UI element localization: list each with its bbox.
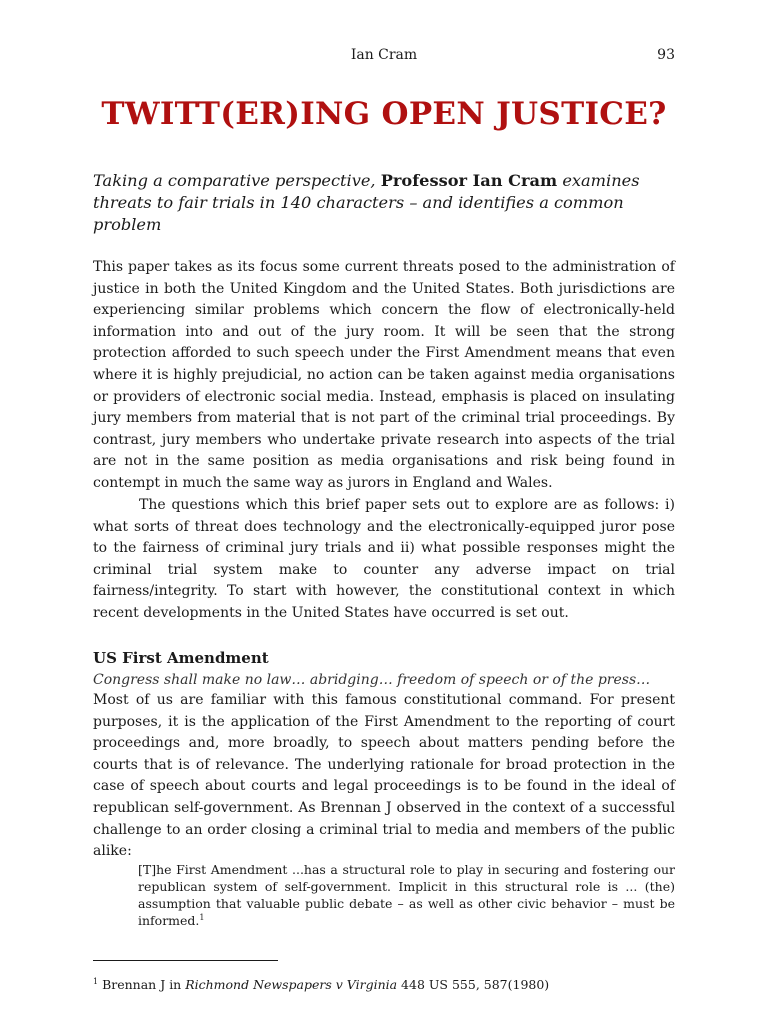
section-heading: US First Amendment (93, 649, 269, 667)
standfirst (93, 170, 663, 236)
block-quote-text: [T]he First Amendment ...has a structural role to play in securing and fostering our republican system of self-government. Implicit in this structural role is ... (the) assumption that valuable public debate – as well as other civic behavior – must be informed. (138, 862, 675, 928)
standfirst-intro: Taking a comparative perspective, (93, 171, 381, 190)
standfirst-summary: examines threats to fair trials in 140 characters – and identifies a common problem (93, 171, 640, 234)
running-head-author: Ian Cram (350, 47, 418, 63)
body-paragraph-1: This paper takes as its focus some current threats posed to the administration of justice in both the United Kingdom and the United States. Both jurisdictions are experiencing similar problems which concern the flow of electronically-held information into and out of the jury room. It will be seen that the strong protection afforded to such speech under the First Amendment means that even where it is highly prejudicial, no action can be taken against media organisations or providers of electronic social media. Instead, emphasis is placed on insulating jury members from material that is not part of the criminal trial proceedings. By contrast, jury members who undertake private research into aspects of the trial are not in the same position as media organisations and risk being found in contempt in much the same way as jurors in England and Wales. (93, 259, 675, 491)
page-number: 93 (657, 47, 675, 63)
footnote-marker: 1 (93, 977, 99, 986)
footnote-text-prefix: Brennan J in (98, 977, 186, 992)
footnote-reference[interactable]: 1 (199, 913, 205, 922)
footnote-divider (93, 960, 278, 961)
footnote-citation: 448 US 555, 587(1980) (397, 977, 550, 992)
running-head (0, 45, 768, 65)
epigraph: Congress shall make no law… abridging… freedom of speech or of the press… (93, 672, 651, 688)
article-title: TWITT(ER)ING OPEN JUSTICE? (101, 96, 667, 132)
block-quote (138, 861, 675, 929)
body-paragraph-3: Most of us are familiar with this famous constitutional command. For present purposes, it is the application of the First Amendment to the reporting of court proceedings and, more broadly, to speech about matters pending before the courts that is of relevance. The underlying rationale for broad protection in the case of speech about courts and legal proceedings is to be found in the ideal of republican self-government. As Brennan J observed in the context of a successful challenge to an order closing a criminal trial to media and members of the public alike: (93, 692, 675, 860)
body-paragraph-2: The questions which this brief paper sets out to explore are as follows: i) what sorts of threat does technology and the electronically-equipped juror pose to the fairness of criminal jury trials and ii) what possible responses might the criminal trial system make to counter any adverse impact on trial fairness/integrity. To start with however, the constitutional context in which recent developments in the United States have occurred is set out. (93, 497, 675, 621)
standfirst-author-name: Professor Ian Cram (380, 171, 558, 190)
footnote-case-name: Richmond Newspapers v Virginia (185, 977, 398, 992)
footnote (93, 976, 675, 994)
